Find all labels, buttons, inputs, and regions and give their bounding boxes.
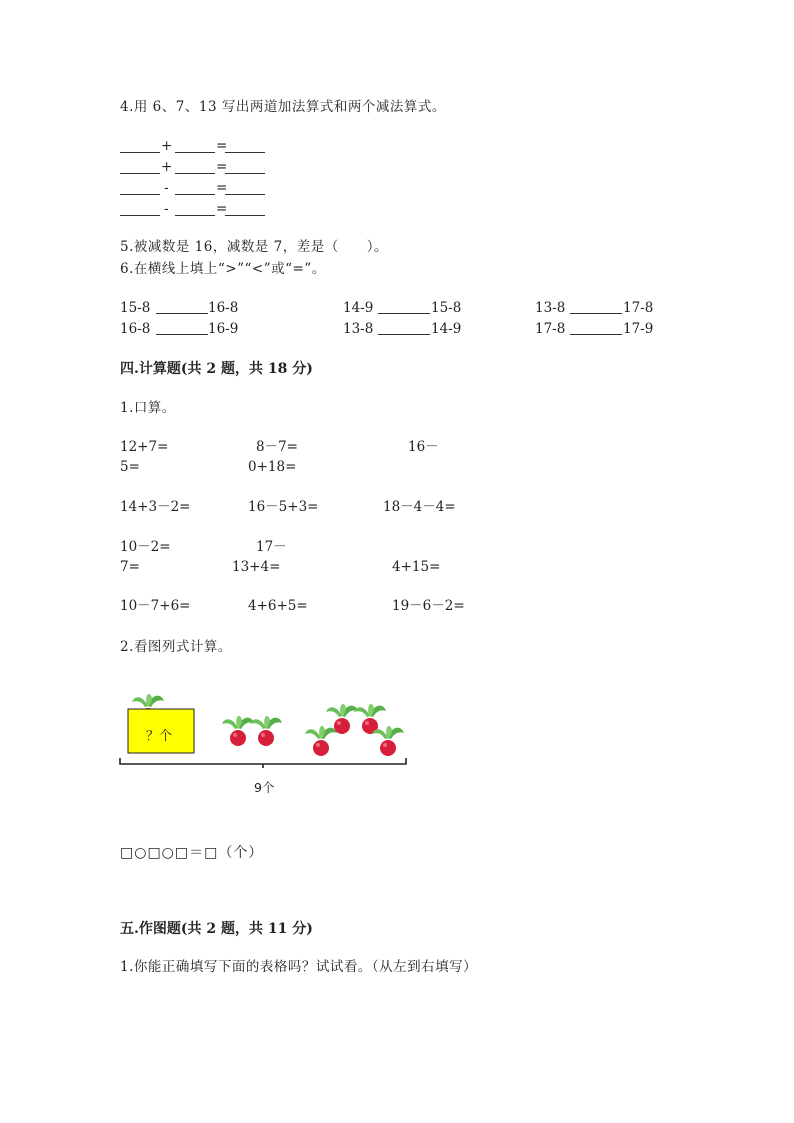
radish-icon xyxy=(372,726,404,756)
minus-sign: - xyxy=(164,180,169,196)
equals-sign: = xyxy=(216,180,228,196)
mental-math-item: 12+7= xyxy=(120,439,169,455)
compare-left: 13-8 xyxy=(343,321,374,337)
answer-blank[interactable] xyxy=(120,201,160,216)
compare-blank[interactable] xyxy=(378,320,430,335)
section5-title: 五.作图题(共 2 题，共 11 分) xyxy=(120,921,313,937)
compare-left: 13-8 xyxy=(535,300,566,316)
equals-sign: = xyxy=(216,138,228,154)
answer-blank[interactable] xyxy=(120,138,160,153)
answer-blank[interactable] xyxy=(225,201,265,216)
mental-math-item: 19－6－2= xyxy=(392,598,465,614)
q5-text: 5.被减数是 16，减数是 7，差是（ ）。 xyxy=(120,239,388,255)
mental-math-item: 10－7+6= xyxy=(120,598,191,614)
mental-math-item: 18－4－4= xyxy=(383,499,456,515)
answer-blank[interactable] xyxy=(175,138,215,153)
mental-math-item: 14+3－2= xyxy=(120,499,191,515)
equals-sign: = xyxy=(216,159,228,175)
mental-math-item: 7= xyxy=(120,559,140,575)
radish-icon xyxy=(354,704,386,734)
plus-sign: + xyxy=(161,159,173,175)
mental-math-item: 4+15= xyxy=(392,559,441,575)
compare-blank[interactable] xyxy=(156,320,208,335)
mental-math-item: 16－5+3= xyxy=(248,499,319,515)
box-label: ？个 xyxy=(146,729,173,744)
total-label: 9个 xyxy=(254,780,275,795)
compare-blank[interactable] xyxy=(570,320,622,335)
compare-blank[interactable] xyxy=(378,299,430,314)
radish-icon xyxy=(305,726,337,756)
answer-template: □○□○□＝□（个） xyxy=(120,845,264,861)
mental-math-item: 17－ xyxy=(256,539,287,555)
compare-right: 16-8 xyxy=(208,300,239,316)
equals-sign: = xyxy=(216,201,228,217)
answer-blank[interactable] xyxy=(120,159,160,174)
compare-left: 16-8 xyxy=(120,321,151,337)
compare-left: 17-8 xyxy=(535,321,566,337)
mental-math-item: 4+6+5= xyxy=(248,598,308,614)
compare-left: 15-8 xyxy=(120,300,151,316)
s4-q1-title: 1.口算。 xyxy=(120,400,176,416)
compare-blank[interactable] xyxy=(570,299,622,314)
answer-blank[interactable] xyxy=(175,201,215,216)
radish-icon xyxy=(222,716,254,746)
q4-title: 4.用 6、7、13 写出两道加法算式和两个减法算式。 xyxy=(120,99,446,115)
compare-right: 14-9 xyxy=(431,321,462,337)
compare-right: 17-9 xyxy=(623,321,654,337)
s4-q2-title: 2.看图列式计算。 xyxy=(120,639,232,655)
q6-title: 6.在横线上填上“>”“<”或“=”。 xyxy=(120,261,326,277)
mental-math-item: 10－2= xyxy=(120,539,171,555)
answer-blank[interactable] xyxy=(225,159,265,174)
compare-right: 16-9 xyxy=(208,321,239,337)
radish-icon xyxy=(250,716,282,746)
minus-sign: - xyxy=(164,201,169,217)
compare-blank[interactable] xyxy=(156,299,208,314)
compare-left: 14-9 xyxy=(343,300,374,316)
answer-blank[interactable] xyxy=(175,180,215,195)
mental-math-item: 0+18= xyxy=(248,459,297,475)
mental-math-item: 16－ xyxy=(408,439,439,455)
answer-blank[interactable] xyxy=(175,159,215,174)
mental-math-item: 13+4= xyxy=(232,559,281,575)
compare-right: 17-8 xyxy=(623,300,654,316)
s5-q1-title: 1.你能正确填写下面的表格吗？试试看。（从左到右填写） xyxy=(120,959,478,975)
mental-math-item: 8－7= xyxy=(256,439,298,455)
compare-right: 15-8 xyxy=(431,300,462,316)
answer-blank[interactable] xyxy=(120,180,160,195)
total-brace xyxy=(120,758,406,768)
mental-math-item: 5= xyxy=(120,459,140,475)
answer-blank[interactable] xyxy=(225,138,265,153)
plus-sign: + xyxy=(161,138,173,154)
answer-blank[interactable] xyxy=(225,180,265,195)
section4-title: 四.计算题(共 2 题，共 18 分) xyxy=(120,361,313,377)
